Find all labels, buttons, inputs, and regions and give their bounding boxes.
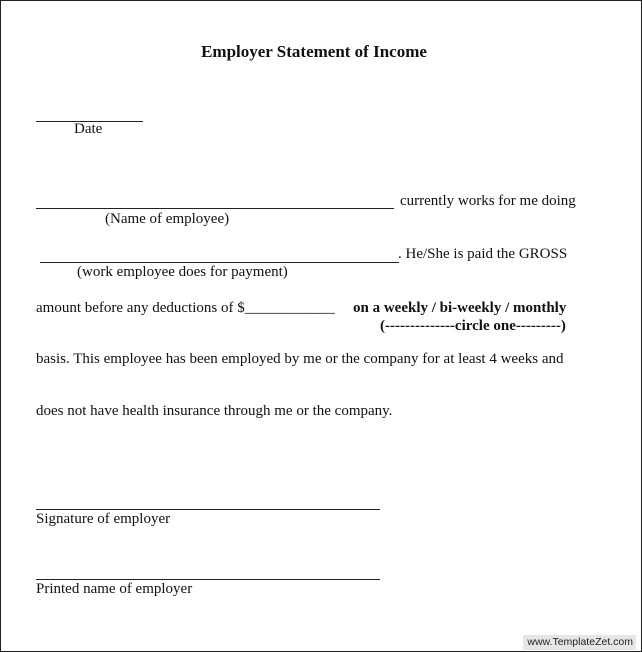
employee-name-label: (Name of employee): [105, 211, 230, 227]
employee-name-field-line[interactable]: [36, 208, 394, 209]
work-description-field-line[interactable]: [40, 262, 399, 263]
signature-label: Signature of employer: [36, 511, 171, 527]
date-label: Date: [74, 121, 103, 137]
work-description-label: (work employee does for payment): [77, 264, 288, 280]
amount-blank-field[interactable]: ____________: [244, 300, 335, 316]
watermark: www.TemplateZet.com: [523, 635, 636, 650]
currently-works-text: currently works for me doing: [400, 193, 576, 209]
frequency-options[interactable]: on a weekly / bi-weekly / monthly: [353, 300, 567, 316]
signature-field-line[interactable]: [36, 509, 380, 510]
employment-basis-sentence: basis. This employee has been employed by me or the company for at least 4 weeks and: [36, 351, 564, 367]
circle-one-note: (--------------circle one---------): [380, 318, 566, 334]
printed-name-label: Printed name of employer: [36, 581, 193, 597]
amount-prefix: amount before any deductions of $: [36, 300, 245, 316]
health-insurance-sentence: does not have health insurance through me or the company.: [36, 403, 393, 419]
page-title: Employer Statement of Income: [201, 42, 427, 61]
paid-gross-text: . He/She is paid the GROSS: [398, 246, 568, 262]
amount-prefix-text: [36, 300, 335, 317]
printed-name-field-line[interactable]: [36, 579, 380, 580]
